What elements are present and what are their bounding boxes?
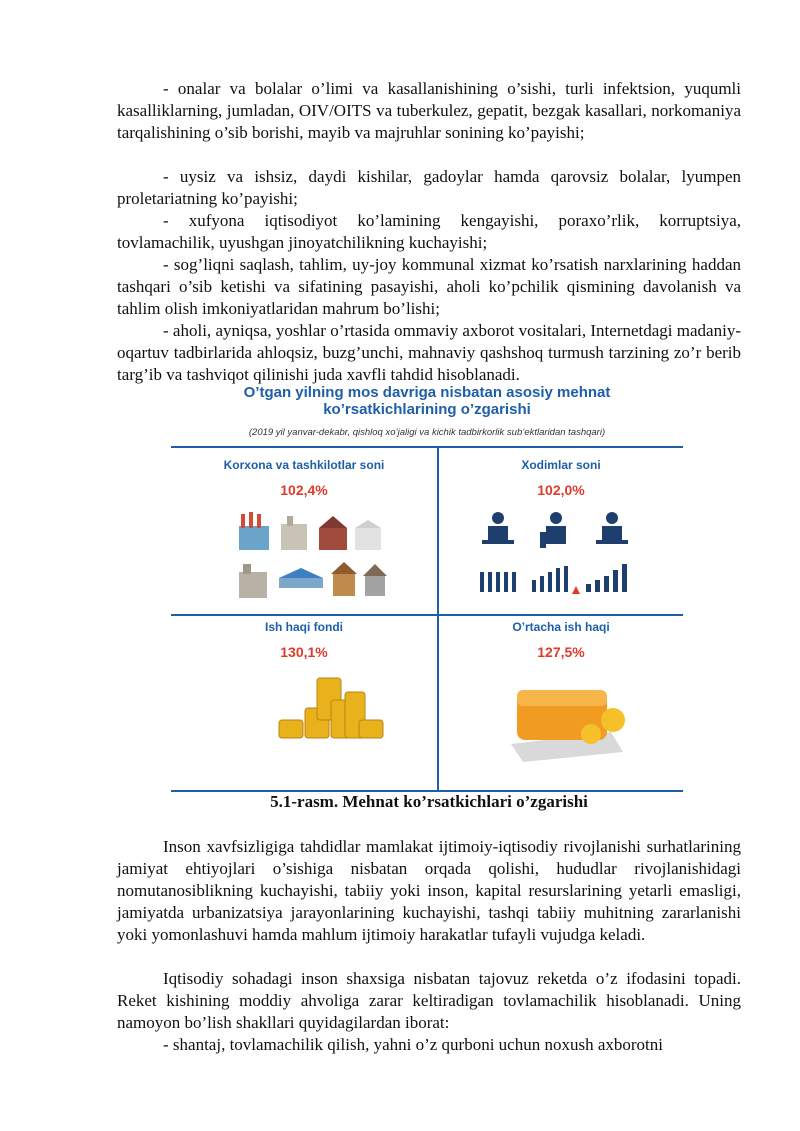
factory-buildings-icon xyxy=(231,506,391,606)
quadrant-value-average-wage: 127,5% xyxy=(537,644,585,660)
infographic-title-line2: ko’rsatkichlarining o’zgarishi xyxy=(323,401,531,418)
labor-indicators-infographic xyxy=(171,384,683,792)
workers-icon xyxy=(476,506,656,606)
bullet-paragraph-3: - xufyona iqtisodiyot ko’lamining kengayishi, poraxo’rlik, korruptsiya, tovlamachilik, uyushgan jinoyatchilikning kuchayishi; xyxy=(117,211,741,252)
bullet-paragraph-2: - uysiz va ishsiz, daydi kishilar, gadoylar hamda qarovsiz bolalar, lyumpen proletariatning ko’payishi; xyxy=(117,167,741,208)
quadrant-value-enterprises: 102,4% xyxy=(280,482,328,498)
infographic-title-line1: O’tgan yilning mos davriga nisbatan asosiy mehnat xyxy=(243,384,611,401)
infographic-title xyxy=(171,384,683,418)
gold-coins-icon xyxy=(271,672,391,750)
quadrant-value-employees: 102,0% xyxy=(537,482,585,498)
bullet-paragraph-5: - aholi, ayniqsa, yoshlar o’rtasida ommaviy axborot vositalari, Internetdagi madaniy-oqartuv tadbirlarida ahloqsiz, buzg’unchi, mahnaviy qashshoq turmush tarzining zo’r berib targ’ib va tashviqot qilinishi juda xavfli tahdid hisoblanadi. xyxy=(117,321,741,384)
middle-divider xyxy=(171,614,683,616)
figure-caption: 5.1-rasm. Mehnat ko’rsatkichlari o’zgarishi xyxy=(270,792,588,811)
body-paragraph-3: - shantaj, tovlamachilik qilish, yahni o’z qurboni uchun noxush axborotni xyxy=(163,1035,663,1054)
quadrant-label-employees: Xodimlar soni xyxy=(521,458,601,472)
body-paragraph-1: Inson xavfsizligiga tahdidlar mamlakat ijtimoiy-iqtisodiy rivojlanishi surhatlarining jamiyat ehtiyojlari o’sishiga nisbatan orqada qolishi, hududlar rivojlanishidagi nomutanosiblikning kuchayishi, tabiiy yoki inson, kapital resurslarining yetarli emasligi, jamiyatda urbanizatsiya jarayonlarining kuchayishi, tashqi tabiiy muhitning zararlanishi yoki yomonlashuvi hamda mahlum ijtimoiy harakatlar tufayli vujudga keladi. xyxy=(117,837,741,944)
bullet-paragraph-1: - onalar va bolalar o’limi va kasallanishining o’sishi, turli infektsion, yuqumli kasalliklarning, jumladan, OIV/OITS va tuberkulez, gepatit, bezgak kasallari, norkomaniya tarqalishining o’sib borishi, mayib va majruhlar sonining ko’payishi; xyxy=(117,79,741,142)
wallet-icon xyxy=(501,674,631,764)
quadrant-value-wage-fund: 130,1% xyxy=(280,644,328,660)
infographic-subtitle: (2019 yil yanvar-dekabr, qishloq xo’jaligi va kichik tadbirkorlik sub’ektlaridan tashqari) xyxy=(248,427,606,438)
quadrant-label-average-wage: O’rtacha ish haqi xyxy=(512,620,610,634)
top-divider xyxy=(171,446,683,448)
body-paragraph-2: Iqtisodiy sohadagi inson shaxsiga nisbatan tajovuz reketda o’z ifodasini topadi. Reket kishining moddiy ahvoliga zarar keltiradigan tovlamachilik hisoblanadi. Uning namoyon bo’lish shakllari quyidagilardan iborat: xyxy=(117,969,741,1032)
bullet-paragraph-4: - sog’liqni saqlash, tahlim, uy-joy kommunal xizmat ko’rsatish narxlarining haddan tashqari o’sib ketishi va sifatining pasayishi, aholi ko’pchilik qismining davolanish va tahlim olish imkoniyatlaridan mahrum bo’lishi; xyxy=(117,255,741,318)
quadrant-label-enterprises: Korxona va tashkilotlar soni xyxy=(223,458,385,472)
quadrant-label-wage-fund: Ish haqi fondi xyxy=(265,620,343,634)
